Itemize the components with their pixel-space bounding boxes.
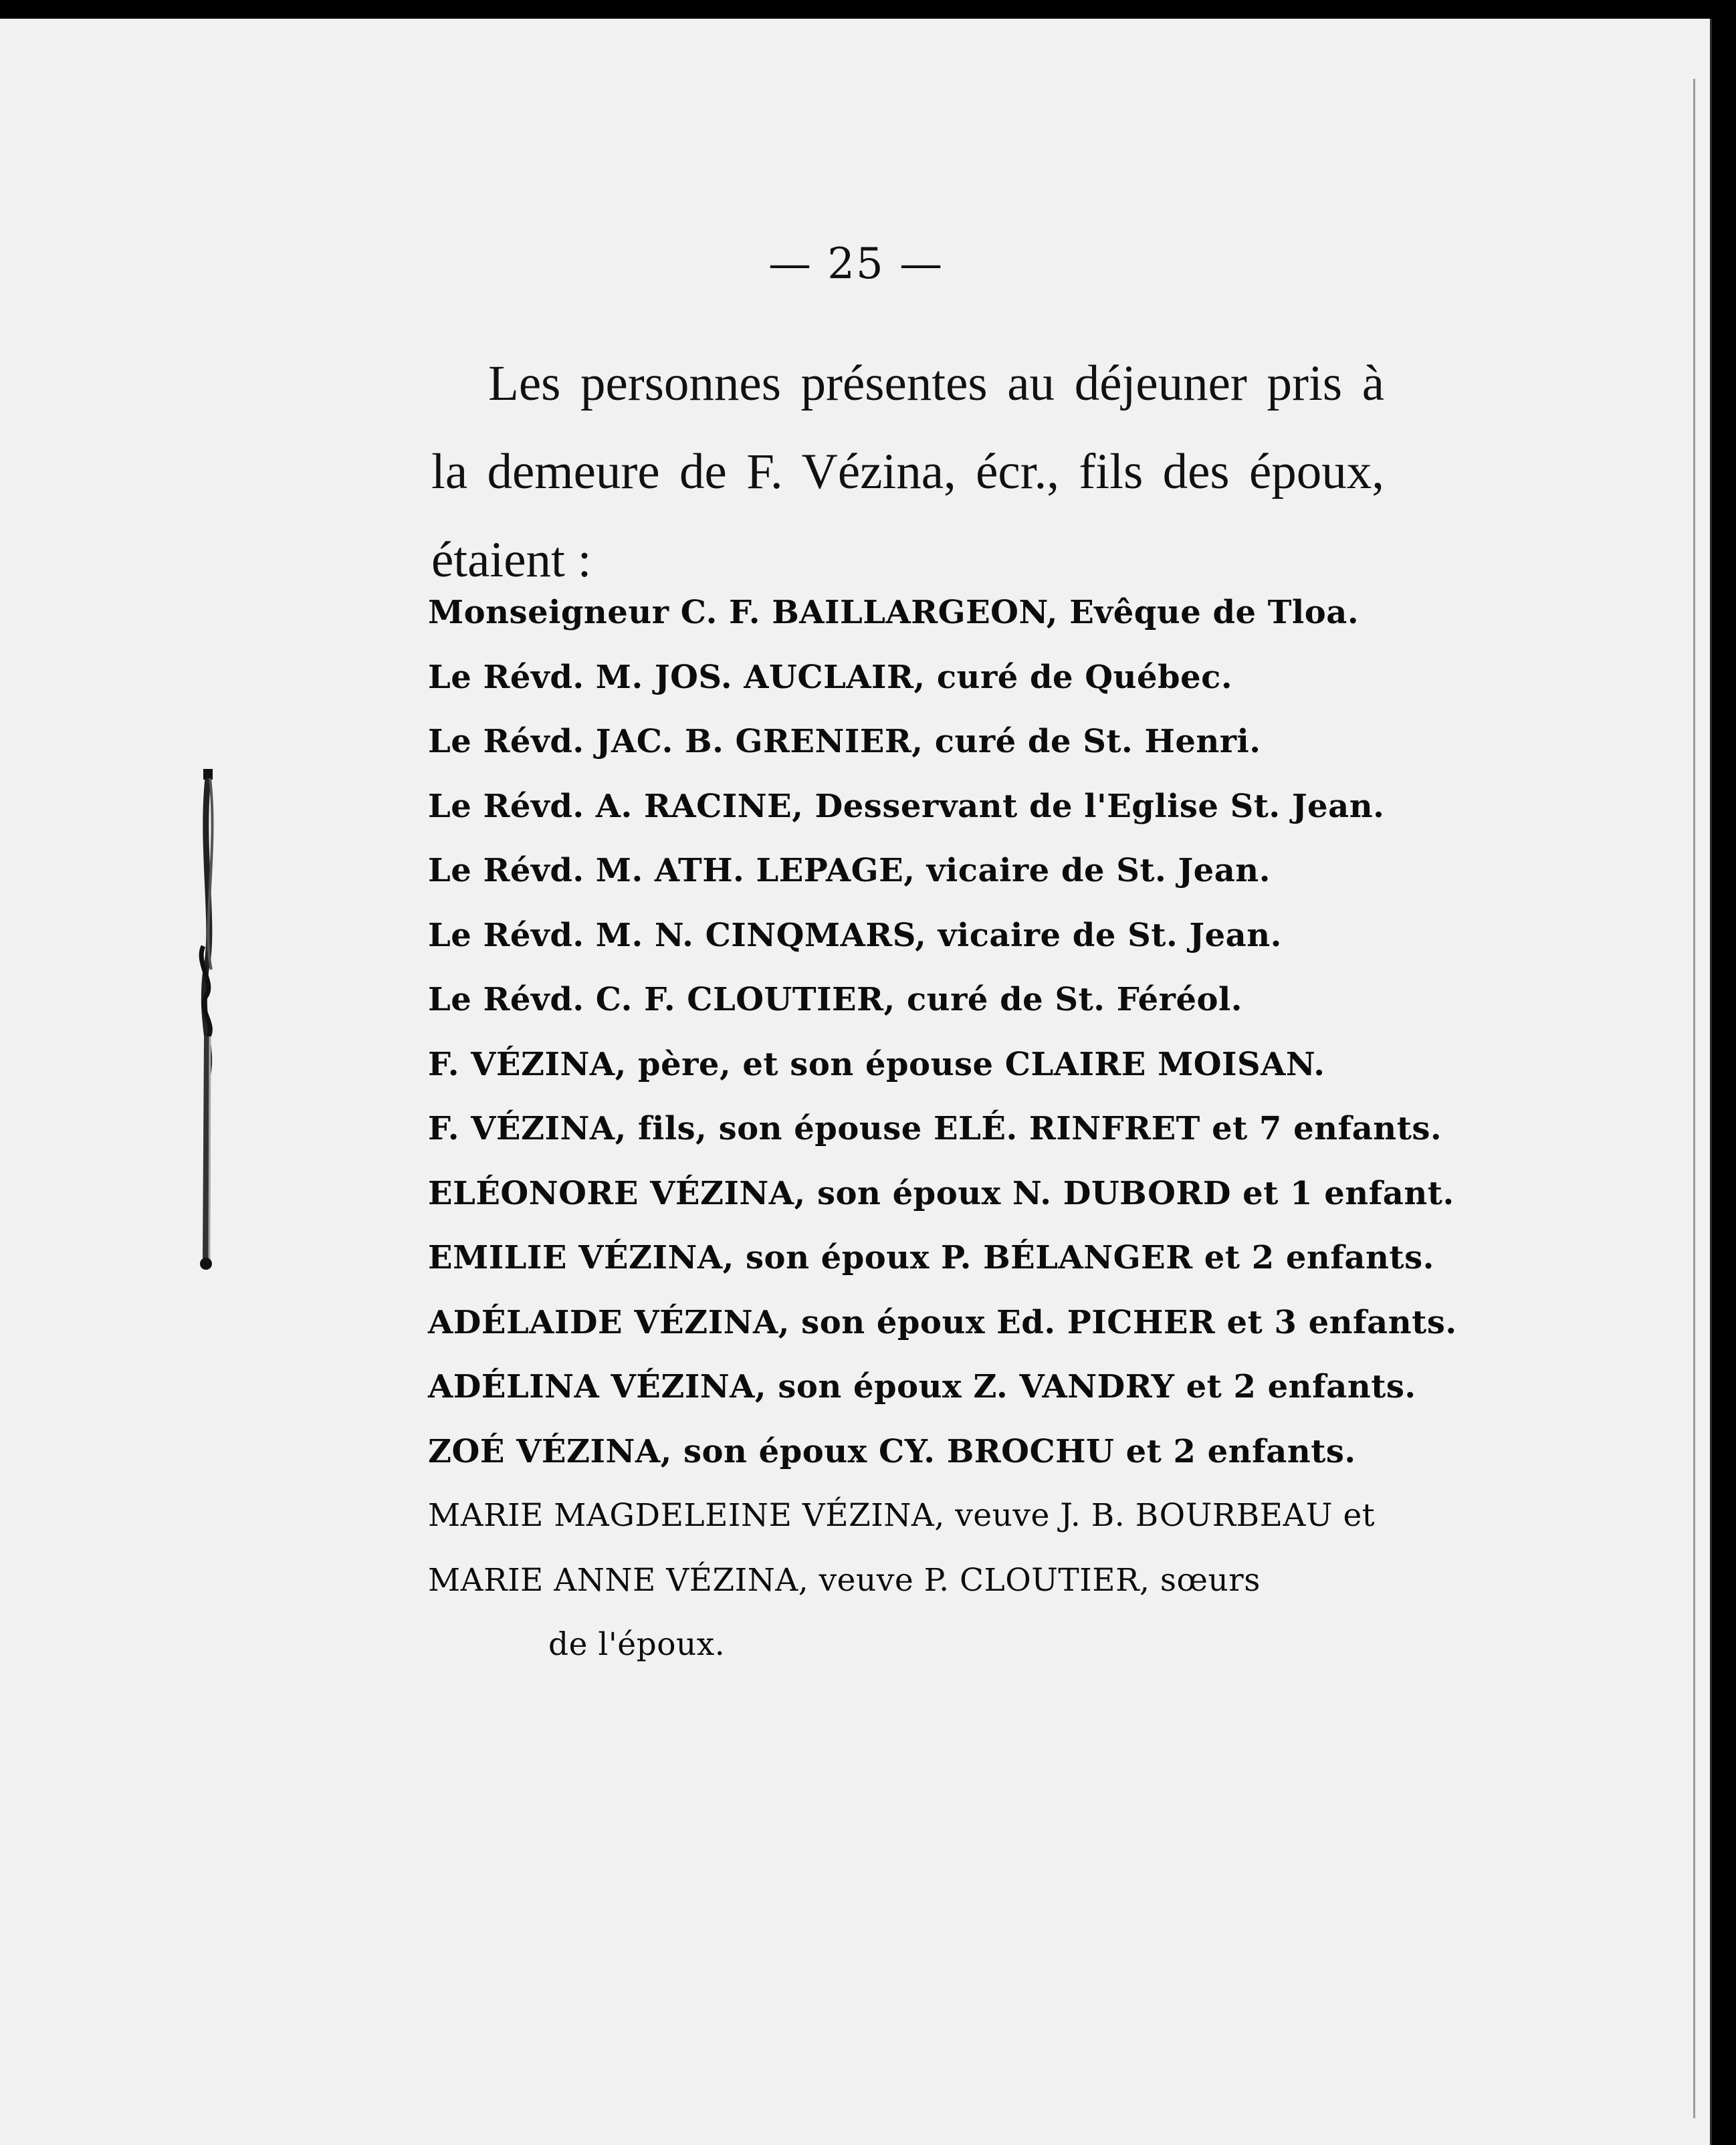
attendee-entry: ZOÉ VÉZINA, son époux CY. BROCHU et 2 enfants. xyxy=(428,1432,1356,1470)
attendee-entry: Le Révd. A. RACINE, Desservant de l'Eglise St. Jean. xyxy=(428,787,1385,825)
binding-thread xyxy=(195,769,222,1277)
attendee-entry: ADÉLINA VÉZINA, son époux Z. VANDRY et 2 enfants. xyxy=(428,1368,1416,1405)
attendee-entry: F. VÉZINA, fils, son épouse ELÉ. RINFRET et 7 enfants. xyxy=(428,1110,1442,1147)
attendee-entry: F. VÉZINA, père, et son épouse CLAIRE MOISAN. xyxy=(428,1045,1325,1083)
book-page xyxy=(0,19,1712,2145)
attendee-entry: Le Révd. M. ATH. LEPAGE, vicaire de St. Jean. xyxy=(428,852,1271,889)
attendee-entry: Monseigneur C. F. BAILLARGEON, Evêque de Tloa. xyxy=(428,594,1360,631)
attendee-entry: ADÉLAIDE VÉZINA, son époux Ed. PICHER et 3 enfants. xyxy=(428,1303,1457,1341)
attendee-entry: EMILIE VÉZINA, son époux P. BÉLANGER et 2 enfants. xyxy=(428,1239,1434,1276)
attendee-entry: Le Révd. M. N. CINQMARS, vicaire de St. Jean. xyxy=(428,916,1282,954)
attendee-entry: MARIE ANNE VÉZINA, veuve P. CLOUTIER, sœurs xyxy=(428,1561,1261,1599)
attendee-entry: Le Révd. C. F. CLOUTIER, curé de St. Féréol. xyxy=(428,981,1242,1018)
attendee-entry: Le Révd. M. JOS. AUCLAIR, curé de Québec. xyxy=(428,658,1233,696)
attendee-entry-continuation: de l'époux. xyxy=(548,1626,726,1663)
page-number: — 25 — xyxy=(768,239,944,289)
page-edge xyxy=(1693,79,1695,2118)
attendee-entry: ELÉONORE VÉZINA, son époux N. DUBORD et 1 enfant. xyxy=(428,1174,1454,1212)
attendee-list xyxy=(428,580,1457,1678)
attendee-entry: MARIE MAGDELEINE VÉZINA, veuve J. B. BOURBEAU et xyxy=(428,1497,1376,1534)
intro-paragraph: Les personnes présentes au déjeuner pris à la demeure de F. Vézina, écr., fils des époux, étaient : xyxy=(431,356,1384,588)
attendee-entry: Le Révd. JAC. B. GRENIER, curé de St. Henri. xyxy=(428,723,1261,760)
